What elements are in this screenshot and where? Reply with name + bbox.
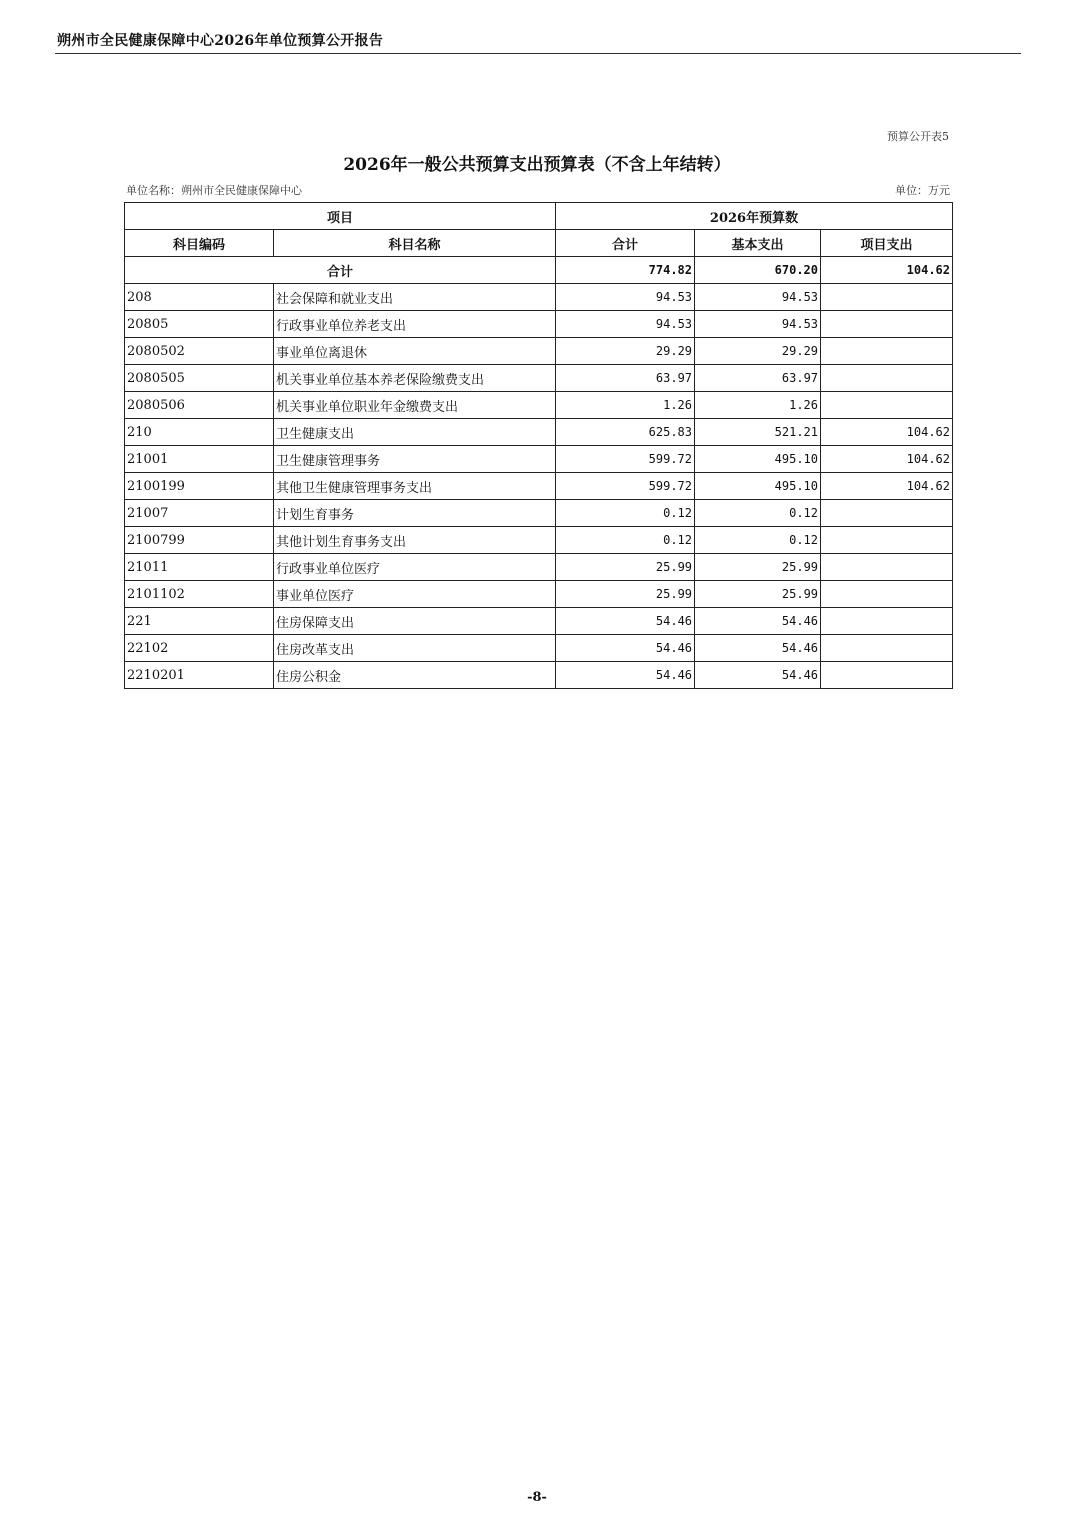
code-cell: 2080505 xyxy=(125,365,274,392)
code-cell: 208 xyxy=(125,284,274,311)
currency-unit: 单位：万元 xyxy=(895,184,950,197)
code-cell: 21001 xyxy=(125,446,274,473)
total-cell: 599.72 xyxy=(556,473,695,500)
table-row xyxy=(125,554,953,581)
code-cell: 210 xyxy=(125,419,274,446)
table-row xyxy=(125,365,953,392)
name-cell: 住房公积金 xyxy=(274,662,556,689)
code-cell: 20805 xyxy=(125,311,274,338)
project-cell: 104.62 xyxy=(821,446,953,473)
name-cell: 其他计划生育事务支出 xyxy=(274,527,556,554)
name-cell: 行政事业单位养老支出 xyxy=(274,311,556,338)
column-header-total: 合计 xyxy=(556,230,695,257)
table-row xyxy=(125,284,953,311)
basic-cell: 54.46 xyxy=(695,608,821,635)
project-cell xyxy=(821,311,953,338)
code-cell: 21011 xyxy=(125,554,274,581)
project-cell xyxy=(821,338,953,365)
total-cell: 25.99 xyxy=(556,581,695,608)
name-cell: 机关事业单位基本养老保险缴费支出 xyxy=(274,365,556,392)
name-cell: 社会保障和就业支出 xyxy=(274,284,556,311)
project-cell xyxy=(821,635,953,662)
basic-cell: 0.12 xyxy=(695,500,821,527)
table-row xyxy=(125,581,953,608)
name-cell: 机关事业单位职业年金缴费支出 xyxy=(274,392,556,419)
budget-table xyxy=(124,202,953,689)
total-cell: 94.53 xyxy=(556,284,695,311)
column-group-budget: 2026年预算数 xyxy=(556,203,953,230)
table-row xyxy=(125,338,953,365)
total-cell: 29.29 xyxy=(556,338,695,365)
table-row xyxy=(125,311,953,338)
code-cell: 2100799 xyxy=(125,527,274,554)
basic-cell: 54.46 xyxy=(695,662,821,689)
total-cell: 0.12 xyxy=(556,500,695,527)
name-cell: 事业单位离退休 xyxy=(274,338,556,365)
header-row-group xyxy=(125,203,953,230)
table-row xyxy=(125,500,953,527)
table-number: 预算公开表5 xyxy=(887,130,949,143)
project-cell xyxy=(821,608,953,635)
name-cell: 其他卫生健康管理事务支出 xyxy=(274,473,556,500)
code-cell: 21007 xyxy=(125,500,274,527)
column-header-code: 科目编码 xyxy=(125,230,274,257)
total-cell: 54.46 xyxy=(556,662,695,689)
project-cell: 104.62 xyxy=(821,419,953,446)
total-cell: 0.12 xyxy=(556,527,695,554)
project-cell xyxy=(821,365,953,392)
project-cell xyxy=(821,527,953,554)
code-cell: 221 xyxy=(125,608,274,635)
basic-cell: 25.99 xyxy=(695,581,821,608)
total-cell: 25.99 xyxy=(556,554,695,581)
total-label: 合计 xyxy=(125,257,556,284)
column-header-project: 项目支出 xyxy=(821,230,953,257)
basic-cell: 0.12 xyxy=(695,527,821,554)
basic-cell: 29.29 xyxy=(695,338,821,365)
code-cell: 2100199 xyxy=(125,473,274,500)
basic-cell: 495.10 xyxy=(695,446,821,473)
table-row xyxy=(125,662,953,689)
total-row xyxy=(125,257,953,284)
basic-cell: 495.10 xyxy=(695,473,821,500)
project-cell xyxy=(821,500,953,527)
table-row xyxy=(125,527,953,554)
code-cell: 2101102 xyxy=(125,581,274,608)
project-cell: 104.62 xyxy=(821,473,953,500)
column-header-basic: 基本支出 xyxy=(695,230,821,257)
table-title: 2026年一般公共预算支出预算表（不含上年结转） xyxy=(343,155,731,175)
total-cell: 599.72 xyxy=(556,446,695,473)
column-group-item: 项目 xyxy=(125,203,556,230)
basic-cell: 94.53 xyxy=(695,311,821,338)
total-cell: 1.26 xyxy=(556,392,695,419)
table-row xyxy=(125,392,953,419)
project-cell xyxy=(821,284,953,311)
basic-cell: 94.53 xyxy=(695,284,821,311)
table-row xyxy=(125,419,953,446)
basic-cell: 25.99 xyxy=(695,554,821,581)
total-cell: 94.53 xyxy=(556,311,695,338)
total-cell: 63.97 xyxy=(556,365,695,392)
total-cell: 625.83 xyxy=(556,419,695,446)
project-cell xyxy=(821,581,953,608)
total-cell: 54.46 xyxy=(556,635,695,662)
basic-cell: 521.21 xyxy=(695,419,821,446)
page-number: -8- xyxy=(527,1490,547,1505)
name-cell: 事业单位医疗 xyxy=(274,581,556,608)
name-cell: 行政事业单位医疗 xyxy=(274,554,556,581)
code-cell: 2080502 xyxy=(125,338,274,365)
table-row xyxy=(125,446,953,473)
project-cell xyxy=(821,554,953,581)
table-row xyxy=(125,473,953,500)
name-cell: 住房保障支出 xyxy=(274,608,556,635)
running-header: 朔州市全民健康保障中心2026年单位预算公开报告 xyxy=(57,33,384,49)
total-cell: 54.46 xyxy=(556,608,695,635)
code-cell: 2210201 xyxy=(125,662,274,689)
unit-name: 单位名称：朔州市全民健康保障中心 xyxy=(126,184,302,197)
name-cell: 计划生育事务 xyxy=(274,500,556,527)
project-cell: 104.62 xyxy=(821,257,953,284)
column-header-name: 科目名称 xyxy=(274,230,556,257)
basic-cell: 1.26 xyxy=(695,392,821,419)
total-cell: 774.82 xyxy=(556,257,695,284)
table-row xyxy=(125,608,953,635)
name-cell: 住房改革支出 xyxy=(274,635,556,662)
header-row-columns xyxy=(125,230,953,257)
name-cell: 卫生健康管理事务 xyxy=(274,446,556,473)
project-cell xyxy=(821,662,953,689)
table-row xyxy=(125,635,953,662)
header-divider xyxy=(55,53,1021,54)
project-cell xyxy=(821,392,953,419)
code-cell: 2080506 xyxy=(125,392,274,419)
basic-cell: 670.20 xyxy=(695,257,821,284)
basic-cell: 63.97 xyxy=(695,365,821,392)
name-cell: 卫生健康支出 xyxy=(274,419,556,446)
basic-cell: 54.46 xyxy=(695,635,821,662)
code-cell: 22102 xyxy=(125,635,274,662)
